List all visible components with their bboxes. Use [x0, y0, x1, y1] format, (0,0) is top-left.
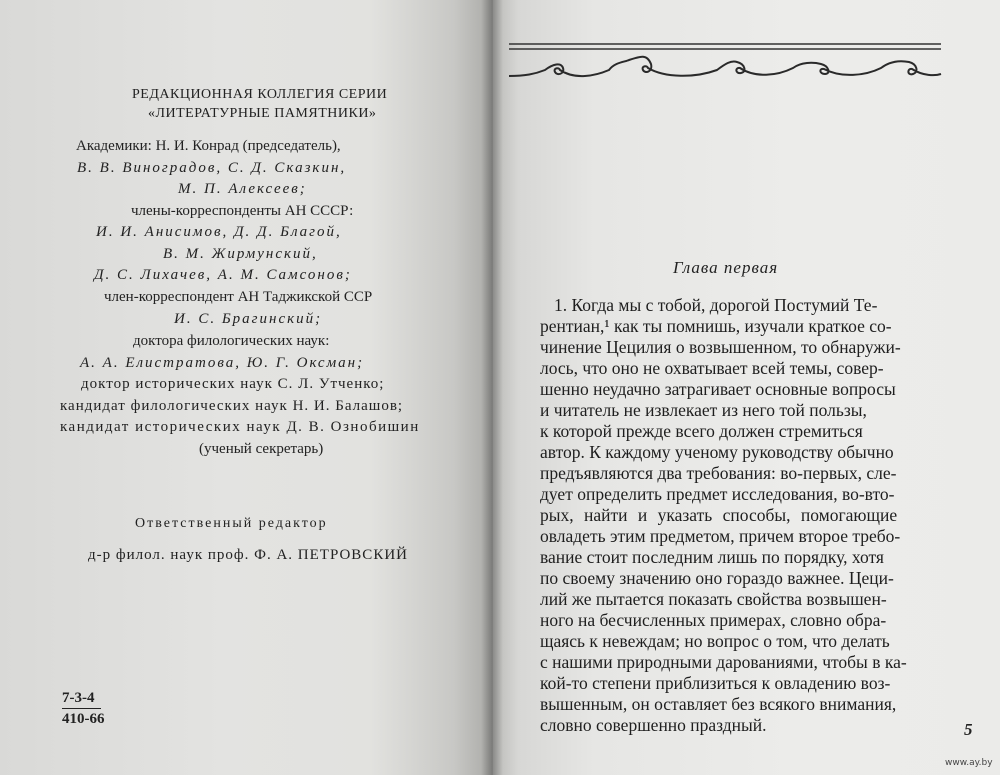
text-line: рентиан,¹ как ты помнишь, изучали краткое со- — [540, 316, 892, 336]
board-line: члены-корреспонденты АН СССР: — [131, 203, 354, 219]
text-line: с нашими природными дарованиями, чтобы в ка- — [540, 652, 907, 672]
text-line: дует определить предмет исследования, во-вто- — [540, 484, 895, 504]
text-line: лий же пытается показать свойства возвышен- — [540, 589, 887, 609]
board-line: В. В. Виноградов, С. Д. Сказкин, — [77, 160, 347, 176]
right-page — [493, 0, 1000, 775]
board-line: В. М. Жирмунский, — [163, 246, 318, 262]
text-line: вышенным, он оставляет без всякого внимания, — [540, 694, 897, 714]
board-line: доктора филологических наук: — [133, 333, 330, 349]
text-line: предъявляются два требования: во-первых, сле- — [540, 463, 897, 483]
text-line: рых, найти и указать способы, помогающие — [540, 505, 898, 525]
text-line: автор. К каждому ученому руководству обычно — [540, 442, 894, 462]
text-line: по своему значению оно гораздо важнее. Цеци- — [540, 568, 894, 588]
board-line: И. И. Анисимов, Д. Д. Благой, — [96, 224, 342, 240]
text-line: 1. Когда мы с тобой, дорогой Постумий Те- — [554, 295, 878, 315]
publication-codes — [62, 688, 105, 729]
chapter-title: Глава первая — [673, 258, 779, 277]
board-line: кандидат филологических наук Н. И. Балашов; — [60, 398, 404, 414]
board-line: Д. С. Лихачев, А. М. Самсонов; — [94, 267, 352, 283]
text-line: чинение Цецилия о возвышенном, то обнаружи- — [540, 337, 901, 357]
code-bottom: 410-66 — [62, 711, 105, 727]
watermark: www.ay.by — [945, 758, 993, 768]
book-gutter — [481, 0, 503, 775]
left-page — [0, 0, 493, 775]
wave-ornament-icon — [505, 40, 945, 88]
text-line: к которой прежде всего должен стремиться — [540, 421, 863, 441]
board-line: член-корреспондент АН Таджикской ССР — [104, 289, 373, 305]
board-heading-line-1: РЕДАКЦИОННАЯ КОЛЛЕГИЯ СЕРИИ — [132, 87, 388, 102]
board-line: кандидат исторических наук Д. В. Ознобишин — [60, 419, 420, 435]
text-line: овладеть этим предметом, причем второе требо- — [540, 526, 901, 546]
code-top: 7-3-4 — [62, 688, 101, 709]
text-line: щаясь к невеждам; но вопрос о том, что делать — [540, 631, 890, 651]
board-line: А. А. Елистратова, Ю. Г. Оксман; — [80, 355, 365, 371]
responsible-editor-title: Ответственный редактор — [135, 516, 328, 531]
text-line: вание стоит последним лишь по порядку, хотя — [540, 547, 884, 567]
board-heading-line-2: «ЛИТЕРАТУРНЫЕ ПАМЯТНИКИ» — [148, 106, 377, 121]
board-line: Академики: Н. И. Конрад (председатель), — [76, 138, 341, 154]
board-line: (ученый секретарь) — [199, 441, 324, 457]
board-line: И. С. Брагинский; — [174, 311, 323, 327]
board-line: М. П. Алексеев; — [178, 181, 307, 197]
text-line: шенно неудачно затрагивает основные вопросы — [540, 379, 896, 399]
text-line: словно совершенно праздный. — [540, 715, 767, 735]
responsible-editor-name: д-р филол. наук проф. Ф. А. ПЕТРОВСКИЙ — [88, 547, 408, 563]
text-line: ного на бесчисленных примерах, словно обра- — [540, 610, 887, 630]
text-line: лось, что оно не охватывает всей темы, совер- — [540, 358, 884, 378]
board-line: доктор исторических наук С. Л. Утченко; — [81, 376, 385, 392]
text-line: и читатель не извлекает из него той пользы, — [540, 400, 867, 420]
page-number: 5 — [964, 720, 973, 739]
text-line: кой-то степени приблизиться к овладению воз- — [540, 673, 891, 693]
